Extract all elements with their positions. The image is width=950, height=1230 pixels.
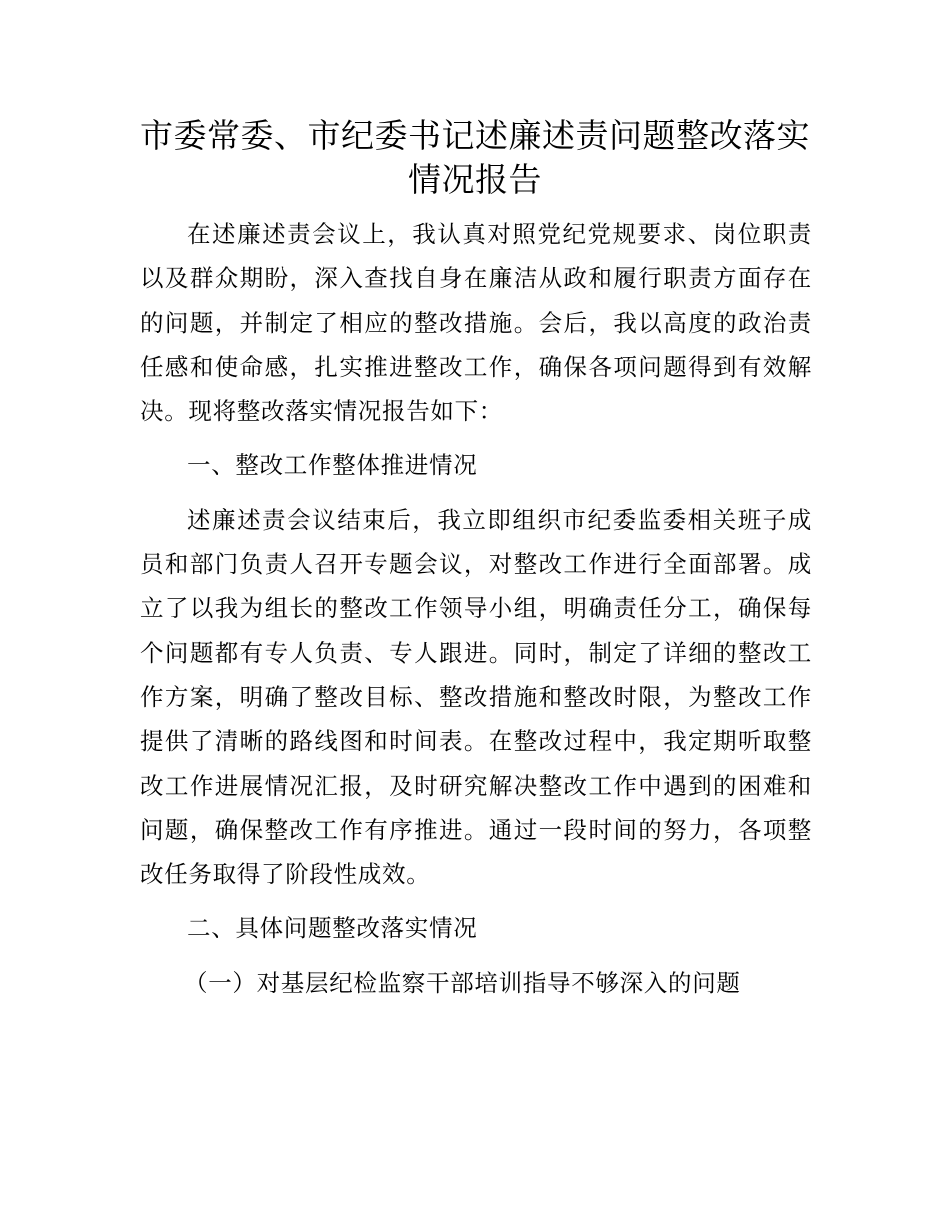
document-title <box>140 114 810 202</box>
document-body <box>140 212 812 1005</box>
document-title-line-2: 情况报告 <box>408 160 542 199</box>
section-1-heading: 一、整改工作整体推进情况 <box>187 451 478 480</box>
document-title-line-1: 市委常委、市纪委书记述廉述责问题整改落实 <box>140 116 810 155</box>
section-2-heading: 二、具体问题整改落实情况 <box>187 914 478 943</box>
intro-paragraph: 在述廉述责会议上，我认真对照党纪党规要求、岗位职责以及群众期盼，深入查找自身在廉洁从政和履行职责方面存在的问题，并制定了相应的整改措施。会后，我以高度的政治责任感和使命感，扎实推进整改工作，确保各项问题得到有效解决。现将整改落实情况报告如下： <box>140 220 812 426</box>
section-1-paragraph: 述廉述责会议结束后，我立即组织市纪委监委相关班子成员和部门负责人召开专题会议，对整改工作进行全面部署。成立了以我为组长的整改工作领导小组，明确责任分工，确保每个问题都有专人负责、专人跟进。同时，制定了详细的整改工作方案，明确了整改目标、整改措施和整改时限，为整改工作提供了清晰的路线图和时间表。在整改过程中，我定期听取整改工作进展情况汇报，及时研究解决整改工作中遇到的困难和问题，确保整改工作有序推进。通过一段时间的努力，各项整改任务取得了阶段性成效。 <box>140 505 812 889</box>
subsection-1-heading: （一）对基层纪检监察干部培训指导不够深入的问题 <box>184 968 741 997</box>
